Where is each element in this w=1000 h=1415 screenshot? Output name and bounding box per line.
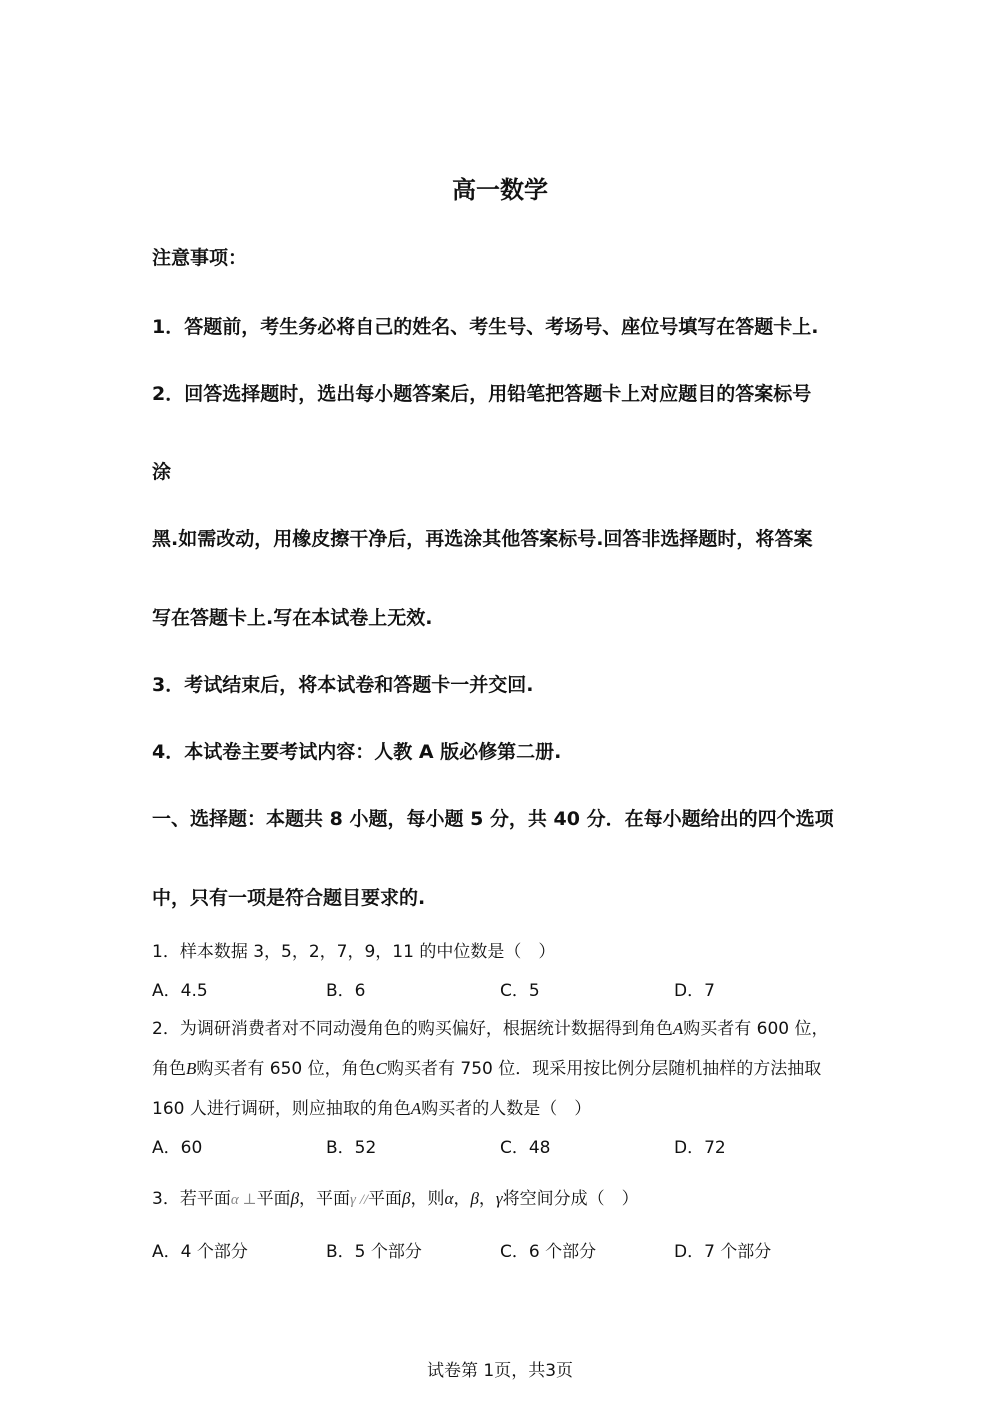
notice-item-4: 4．本试卷主要考试内容：人教 A 版必修第二册. (152, 741, 562, 763)
q2-text: 购买者有 650 位，角色 (196, 1059, 376, 1079)
q3-text: ， (453, 1189, 471, 1209)
notice-item-3: 3．考试结束后，将本试卷和答题卡一并交回. (152, 674, 534, 696)
question-3-option-a: A．4 个部分 (152, 1242, 248, 1262)
question-3-option-c: C．6 个部分 (500, 1242, 597, 1262)
notice-item-2-line-3: 黑.如需改动，用橡皮擦干净后，再选涂其他答案标号.回答非选择题时，将答案 (152, 528, 813, 550)
notice-heading: 注意事项： (152, 247, 248, 269)
q3-text: ， (478, 1189, 496, 1209)
q2-text: 购买者有 600 位， (683, 1019, 829, 1039)
question-1-option-c: C．5 (500, 981, 540, 1001)
question-2-option-a: A．60 (152, 1138, 203, 1158)
q3-math: β (402, 1189, 411, 1208)
q3-text: 将空间分成（ ） (502, 1189, 639, 1209)
question-3-option-b: B．5 个部分 (326, 1242, 422, 1262)
question-2-stem-line-3 (152, 1094, 591, 1119)
q2-text: 角色 (152, 1059, 186, 1079)
q2-text: 160 人进行调研，则应抽取的角色 (152, 1099, 411, 1119)
question-2-option-b: B．52 (326, 1138, 377, 1158)
question-1-stem: 1．样本数据 3，5，2，7，9，11 的中位数是（ ） (152, 942, 556, 962)
notice-item-2-line-1: 2．回答选择题时，选出每小题答案后，用铅笔把答题卡上对应题目的答案标号 (152, 383, 812, 405)
question-2-stem-line-1 (152, 1014, 828, 1039)
notice-item-2-line-2: 涂 (152, 461, 172, 483)
question-1-option-b: B．6 (326, 981, 366, 1001)
notice-item-2-line-4: 写在答题卡上.写在本试卷上无效. (152, 607, 433, 629)
q3-math: α ⊥ (230, 1192, 257, 1208)
section-1-header-line-1: 一、选择题：本题共 8 小题，每小题 5 分，共 40 分．在每小题给出的四个选项 (152, 808, 834, 830)
q2-text: 2．为调研消费者对不同动漫角色的购买偏好，根据统计数据得到角色 (152, 1019, 673, 1039)
section-1-header-line-2: 中，只有一项是符合题目要求的. (152, 887, 426, 909)
q3-text: 平面 (256, 1189, 291, 1209)
q3-text: 平面 (368, 1189, 403, 1209)
question-3-stem (152, 1184, 639, 1209)
q3-math: β (290, 1189, 300, 1208)
q3-text: 3．若平面 (152, 1189, 231, 1209)
q3-math: β (470, 1189, 479, 1208)
q3-math: α (444, 1189, 454, 1208)
question-2-stem-line-2 (152, 1054, 821, 1079)
q3-text: ，则 (410, 1189, 445, 1209)
q2-var: C (375, 1059, 387, 1078)
q3-math: γ (495, 1189, 503, 1208)
q2-var: A (410, 1099, 422, 1118)
question-2-option-d: D．72 (674, 1138, 726, 1158)
notice-item-1: 1．答题前，考生务必将自己的姓名、考生号、考场号、座位号填写在答题卡上. (152, 316, 819, 338)
question-2-option-c: C．48 (500, 1138, 551, 1158)
page-footer: 试卷第 1页，共3页 (426, 1361, 574, 1381)
page-title: 高一数学 (452, 176, 548, 204)
question-1-option-a: A．4.5 (152, 981, 208, 1001)
q3-text: ，平面 (299, 1189, 351, 1209)
q2-text: 购买者的人数是（ ） (421, 1099, 592, 1119)
q2-var: A (672, 1019, 684, 1038)
q2-text: 购买者有 750 位．现采用按比例分层随机抽样的方法抽取 (387, 1059, 822, 1079)
q3-math: γ // (350, 1192, 369, 1208)
question-1-option-d: D．7 (674, 981, 715, 1001)
question-3-option-d: D．7 个部分 (674, 1242, 772, 1262)
q2-var: B (186, 1059, 197, 1078)
